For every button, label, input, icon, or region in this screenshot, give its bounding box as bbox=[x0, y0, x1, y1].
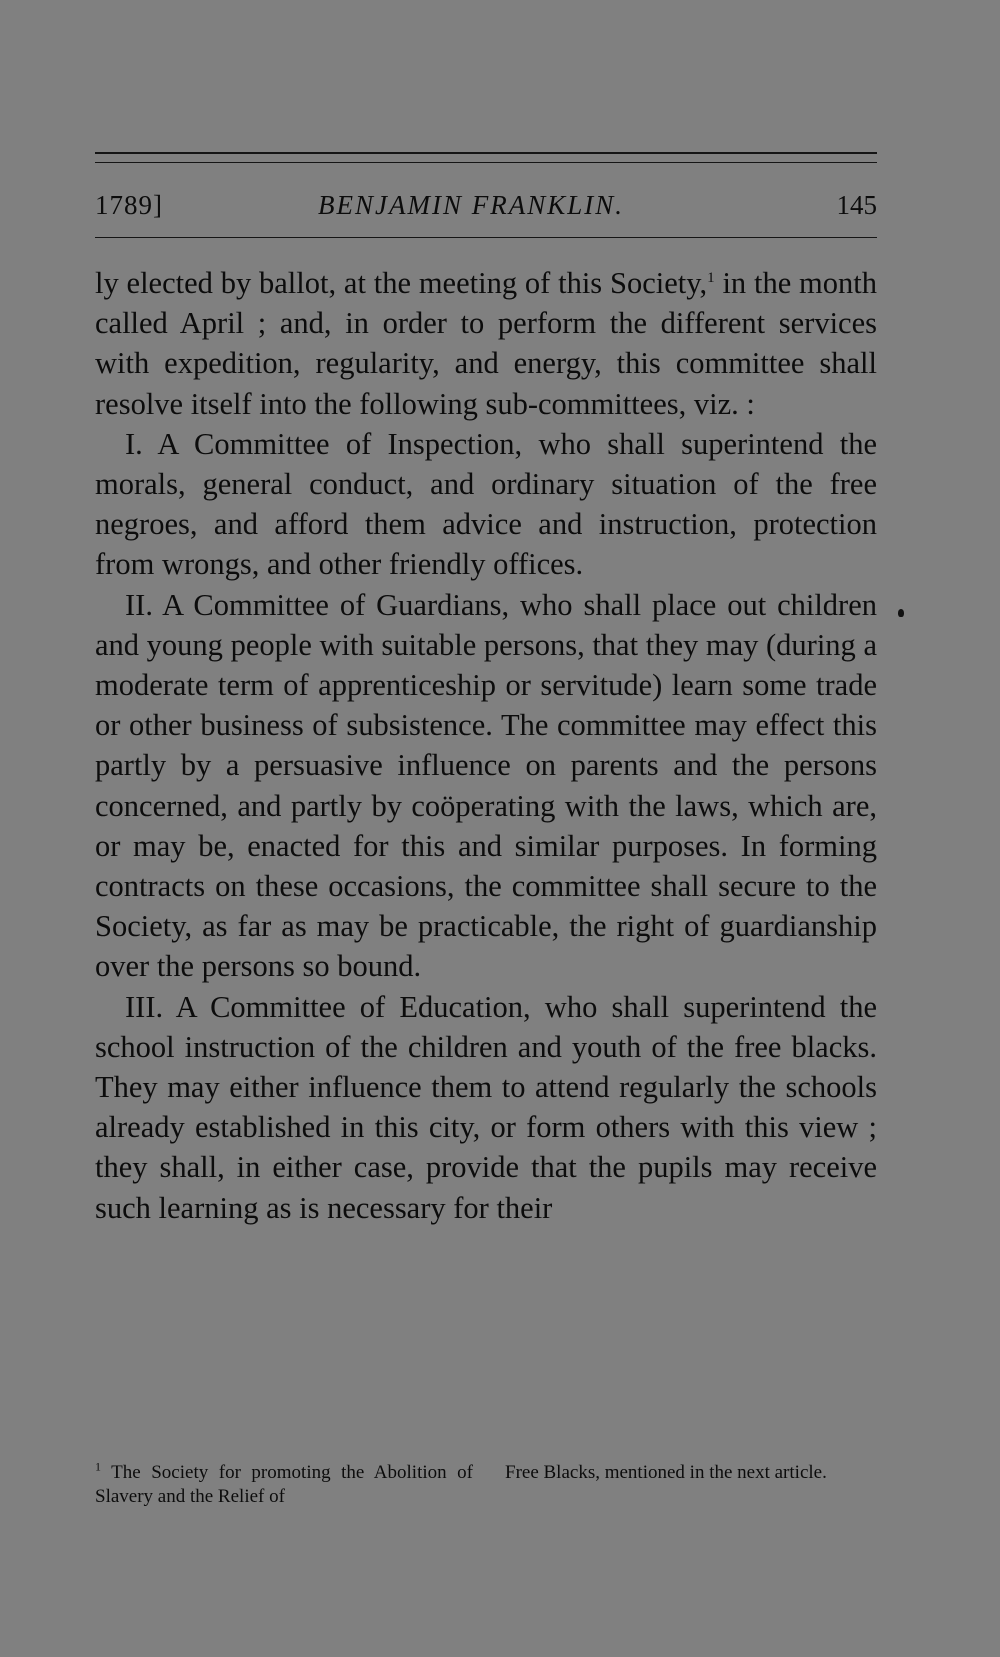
paragraph-education-committee: III. A Committee of Education, who shall superintend the school instruction of the children and youth of the free blacks. They may either influence them to attend regularly the schools already established in this city, or form others with this view ; they shall, in either case, provide that the pupils may receive such learning as is necessary for their bbox=[95, 989, 877, 1225]
footnote-column-1 bbox=[95, 1461, 473, 1509]
margin-ink-mark bbox=[898, 609, 904, 617]
running-head-year: 1789] bbox=[95, 190, 163, 220]
page-number: 145 bbox=[836, 190, 877, 220]
footnote bbox=[95, 1461, 877, 1509]
top-double-rule-lower bbox=[95, 162, 877, 163]
paragraph-text-after-ref: in the month called April ; and, in order to perform the different services with expedition, regularity, and energy, this committee shall resolve itself into the following sub-committees, viz. : bbox=[95, 266, 878, 421]
footnote-reference: 1 bbox=[707, 269, 715, 286]
footnote-marker: 1 bbox=[95, 1459, 101, 1474]
top-double-rule-upper bbox=[95, 152, 877, 154]
footnote-text-2: Free Blacks, mentioned in the next article. bbox=[505, 1462, 827, 1483]
paragraph-guardians-committee: II. A Committee of Guardians, who shall place out children and young people with suitable persons, that they may (during a moderate term of apprenticeship or servitude) learn some trade or other business of subsistence. The committee may effect this partly by a persuasive influence on parents and the persons concerned, and partly by coöperating with the laws, which are, or may be, enacted for this and similar purposes. In forming contracts on these occasions, the committee shall secure to the Society, as far as may be practicable, the right of guardianship over the persons so bound. bbox=[95, 587, 877, 984]
paragraph-inspection-committee: I. A Committee of Inspection, who shall superintend the morals, general conduct, and ordinary situation of the free negroes, and afford them advice and instruction, protection from wrongs, and other friendly offices. bbox=[95, 426, 877, 582]
paragraph-continuation bbox=[95, 263, 877, 424]
running-head-rule bbox=[95, 237, 877, 238]
running-head bbox=[95, 185, 877, 225]
footnote-column-2 bbox=[505, 1461, 877, 1509]
paragraph-text-before-ref: ly elected by ballot, at the meeting of this Society, bbox=[95, 266, 708, 300]
running-head-title: BENJAMIN FRANKLIN. bbox=[318, 190, 624, 220]
body-text bbox=[95, 263, 877, 1228]
footnote-text-1: The Society for promoting the Abolition of Slavery and the Relief of bbox=[95, 1462, 473, 1507]
